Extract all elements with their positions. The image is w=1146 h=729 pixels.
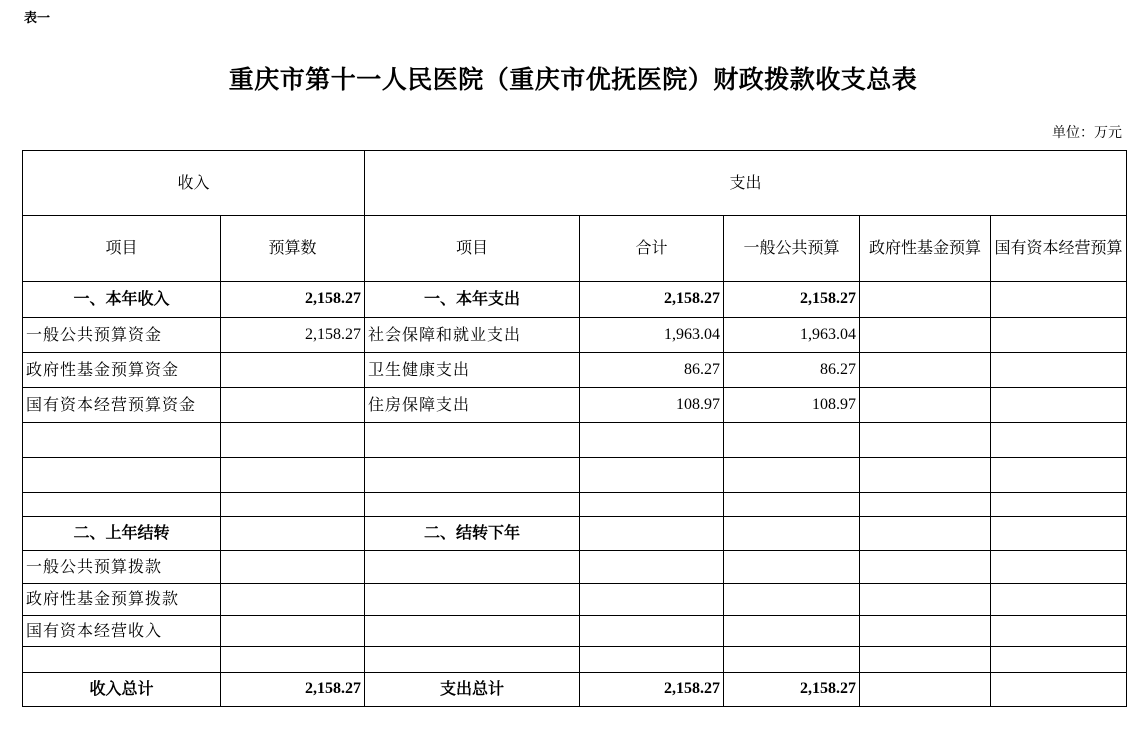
income-amount: 2,158.27 (221, 318, 365, 353)
general-amount: 108.97 (724, 388, 860, 423)
table-row (23, 616, 1127, 647)
state-amount (991, 616, 1127, 647)
fund-amount (860, 616, 991, 647)
state-total-amount (991, 673, 1127, 707)
income-item: 二、上年结转 (23, 517, 221, 551)
general-amount (724, 458, 860, 493)
expense-item: 社会保障和就业支出 (365, 318, 580, 353)
general-amount (724, 423, 860, 458)
income-total-amount: 2,158.27 (221, 673, 365, 707)
income-item: 国有资本经营预算资金 (23, 388, 221, 423)
fund-amount (860, 584, 991, 616)
income-item-header: 项目 (23, 216, 221, 282)
income-item: 一、本年收入 (23, 282, 221, 318)
fund-amount (860, 517, 991, 551)
general-amount (724, 616, 860, 647)
income-amount (221, 493, 365, 517)
table-row (23, 458, 1127, 493)
expense-item: 二、结转下年 (365, 517, 580, 551)
income-amount (221, 423, 365, 458)
header-row-group (23, 151, 1127, 216)
general-amount (724, 517, 860, 551)
state-amount (991, 493, 1127, 517)
budget-table (22, 150, 1127, 707)
expense-header: 支出 (365, 151, 1127, 216)
table-row (23, 584, 1127, 616)
table-row (23, 353, 1127, 388)
table-number: 表一 (24, 11, 51, 26)
state-amount (991, 423, 1127, 458)
expense-item: 住房保障支出 (365, 388, 580, 423)
income-amount (221, 458, 365, 493)
table-row (23, 423, 1127, 458)
table-row (23, 318, 1127, 353)
total-amount (580, 423, 724, 458)
income-budget-header: 预算数 (221, 216, 365, 282)
expense-item: 一、本年支出 (365, 282, 580, 318)
general-budget-header: 一般公共预算 (724, 216, 860, 282)
state-amount (991, 318, 1127, 353)
expense-total-label: 支出总计 (365, 673, 580, 707)
total-amount: 86.27 (580, 353, 724, 388)
fund-amount (860, 647, 991, 673)
state-amount (991, 647, 1127, 673)
fund-amount (860, 551, 991, 584)
general-amount: 2,158.27 (724, 282, 860, 318)
income-item: 政府性基金预算资金 (23, 353, 221, 388)
income-amount (221, 647, 365, 673)
income-amount (221, 517, 365, 551)
general-amount (724, 647, 860, 673)
total-amount (580, 493, 724, 517)
total-amount (580, 551, 724, 584)
table-row (23, 647, 1127, 673)
total-amount (580, 647, 724, 673)
income-item: 一般公共预算拨款 (23, 551, 221, 584)
expense-item (365, 423, 580, 458)
fund-amount (860, 353, 991, 388)
expense-item (365, 616, 580, 647)
state-amount (991, 551, 1127, 584)
total-amount: 108.97 (580, 388, 724, 423)
unit-label: 单位：万元 (1052, 125, 1122, 141)
total-amount (580, 616, 724, 647)
fund-amount (860, 318, 991, 353)
table-row (23, 388, 1127, 423)
income-amount: 2,158.27 (221, 282, 365, 318)
expense-total-amount: 2,158.27 (580, 673, 724, 707)
income-item: 政府性基金预算拨款 (23, 584, 221, 616)
fund-amount (860, 458, 991, 493)
table-row (23, 551, 1127, 584)
income-total-label: 收入总计 (23, 673, 221, 707)
fund-amount (860, 493, 991, 517)
table-row (23, 517, 1127, 551)
income-item: 国有资本经营收入 (23, 616, 221, 647)
fund-budget-header: 政府性基金预算 (860, 216, 991, 282)
state-amount (991, 584, 1127, 616)
income-item: 一般公共预算资金 (23, 318, 221, 353)
expense-item-header: 项目 (365, 216, 580, 282)
state-amount (991, 458, 1127, 493)
income-item (23, 493, 221, 517)
income-amount (221, 616, 365, 647)
general-total-amount: 2,158.27 (724, 673, 860, 707)
state-amount (991, 388, 1127, 423)
income-amount (221, 388, 365, 423)
table-row (23, 282, 1127, 318)
total-amount (580, 517, 724, 551)
income-header: 收入 (23, 151, 365, 216)
income-item (23, 423, 221, 458)
fund-amount (860, 423, 991, 458)
state-amount (991, 517, 1127, 551)
general-amount: 86.27 (724, 353, 860, 388)
fund-amount (860, 282, 991, 318)
general-amount: 1,963.04 (724, 318, 860, 353)
state-amount (991, 353, 1127, 388)
fund-amount (860, 388, 991, 423)
general-amount (724, 493, 860, 517)
income-amount (221, 584, 365, 616)
total-amount (580, 584, 724, 616)
fund-total-amount (860, 673, 991, 707)
expense-item (365, 458, 580, 493)
expense-item: 卫生健康支出 (365, 353, 580, 388)
income-item (23, 647, 221, 673)
income-amount (221, 353, 365, 388)
general-amount (724, 551, 860, 584)
totals-row (23, 673, 1127, 707)
income-amount (221, 551, 365, 584)
expense-item (365, 493, 580, 517)
expense-item (365, 551, 580, 584)
state-amount (991, 282, 1127, 318)
table-row (23, 493, 1127, 517)
state-capital-header: 国有资本经营预算 (991, 216, 1127, 282)
total-amount (580, 458, 724, 493)
total-amount: 2,158.27 (580, 282, 724, 318)
total-header: 合计 (580, 216, 724, 282)
income-item (23, 458, 221, 493)
expense-item (365, 584, 580, 616)
page-title: 重庆市第十一人民医院（重庆市优抚医院）财政拨款收支总表 (228, 65, 918, 94)
total-amount: 1,963.04 (580, 318, 724, 353)
expense-item (365, 647, 580, 673)
general-amount (724, 584, 860, 616)
header-row-columns (23, 216, 1127, 282)
